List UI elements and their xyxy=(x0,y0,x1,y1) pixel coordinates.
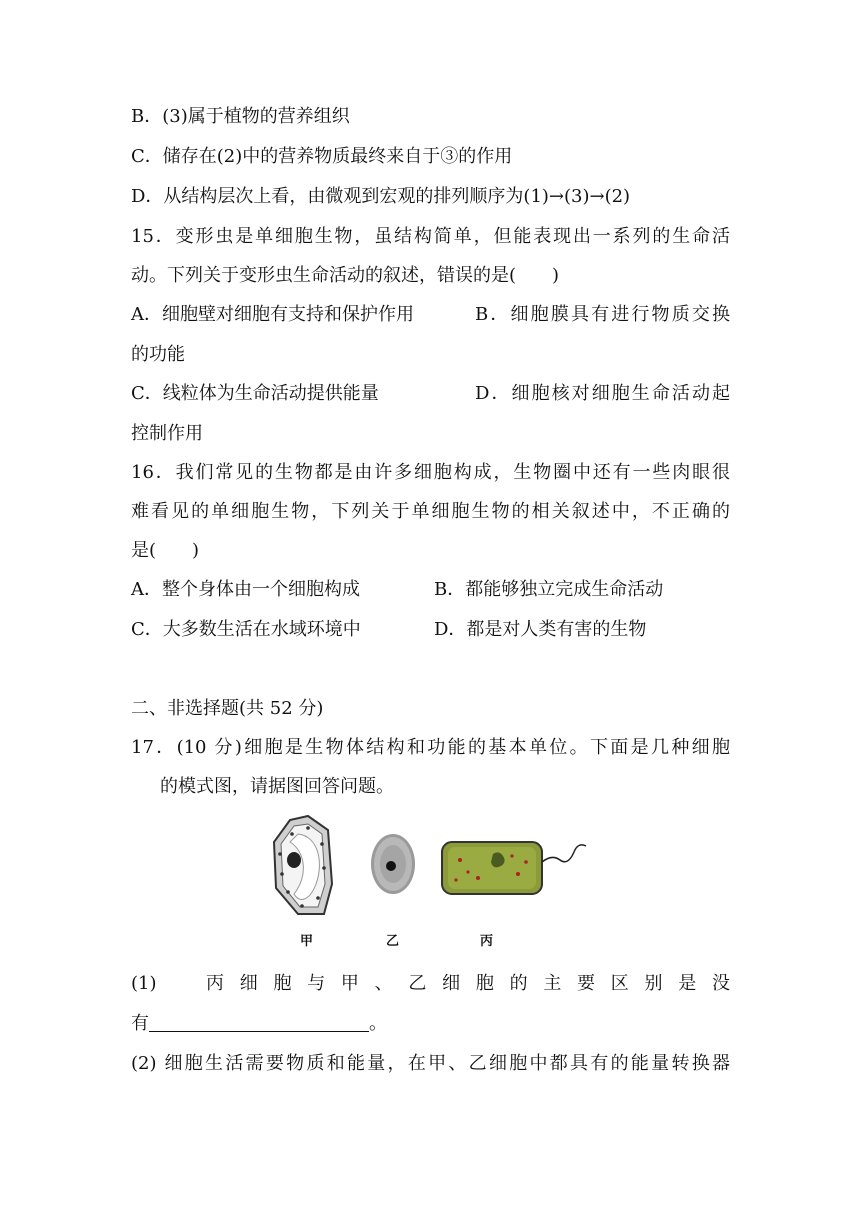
section-title: 二、非选择题(共 52 分) xyxy=(131,698,324,719)
sub-question-2: (2) 细胞生活需要物质和能量，在甲、乙细胞中都具有的能量转换器 xyxy=(131,1053,730,1074)
q15-option-b-cont: 的功能 xyxy=(131,344,185,365)
answer-blank[interactable] xyxy=(149,1013,369,1032)
figure-label-a: 甲 xyxy=(300,934,314,949)
q16-option-d: D．都是对人类有害的生物 xyxy=(434,619,647,640)
bacterium-cell-image xyxy=(442,842,586,894)
q16-option-c: C．大多数生活在水域环境中 xyxy=(131,619,361,640)
plant-cell-image xyxy=(274,816,332,914)
q15-option-d: D．细胞核对细胞生命活动起 xyxy=(475,383,730,404)
option-line: B．(3)属于植物的营养组织 xyxy=(131,106,350,127)
q15-option-c: C．线粒体为生命活动提供能量 xyxy=(131,383,379,404)
q15-option-a: A．细胞壁对细胞有支持和保护作用 xyxy=(131,304,414,325)
option-line: D．从结构层次上看，由微观到宏观的排列顺序为(1)→(3)→(2) xyxy=(131,186,631,207)
animal-cell-image xyxy=(371,834,415,894)
question-15-stem-cont: 动。下列关于变形虫生命活动的叙述，错误的是( ) xyxy=(131,265,560,286)
figure-label-b: 乙 xyxy=(386,934,400,949)
q15-option-d-cont: 控制作用 xyxy=(131,423,203,444)
q15-option-b: B．细胞膜具有进行物质交换 xyxy=(475,304,730,325)
question-17-stem: 17．(10 分)细胞是生物体结构和功能的基本单位。下面是几种细胞 xyxy=(131,737,730,758)
sub-question-1: (1) 丙细胞与甲、乙细胞的主要区别是没 xyxy=(131,973,730,994)
question-15-stem: 15．变形虫是单细胞生物，虽结构简单，但能表现出一系列的生命活 xyxy=(131,226,730,247)
q16-option-b: B．都能够独立完成生命活动 xyxy=(434,579,664,600)
question-17-stem-cont: 的模式图，请据图回答问题。 xyxy=(160,776,394,797)
sub-question-1-answer-line xyxy=(131,1012,387,1036)
question-16-stem-cont: 难看见的单细胞生物，下列关于单细胞生物的相关叙述中，不正确的 xyxy=(131,501,730,522)
question-16-stem-end: 是( ) xyxy=(131,540,200,561)
question-16-stem: 16．我们常见的生物都是由许多细胞构成，生物圈中还有一些肉眼很 xyxy=(131,462,730,483)
q16-option-a: A．整个身体由一个细胞构成 xyxy=(131,579,360,600)
option-line: C．储存在(2)中的营养物质最终来自于③的作用 xyxy=(131,146,513,167)
sub-question-1-prefix: 有 xyxy=(131,1013,149,1034)
cell-diagram-figure xyxy=(268,812,598,952)
sub-question-1-suffix: 。 xyxy=(369,1013,387,1034)
figure-label-c: 丙 xyxy=(480,934,494,949)
